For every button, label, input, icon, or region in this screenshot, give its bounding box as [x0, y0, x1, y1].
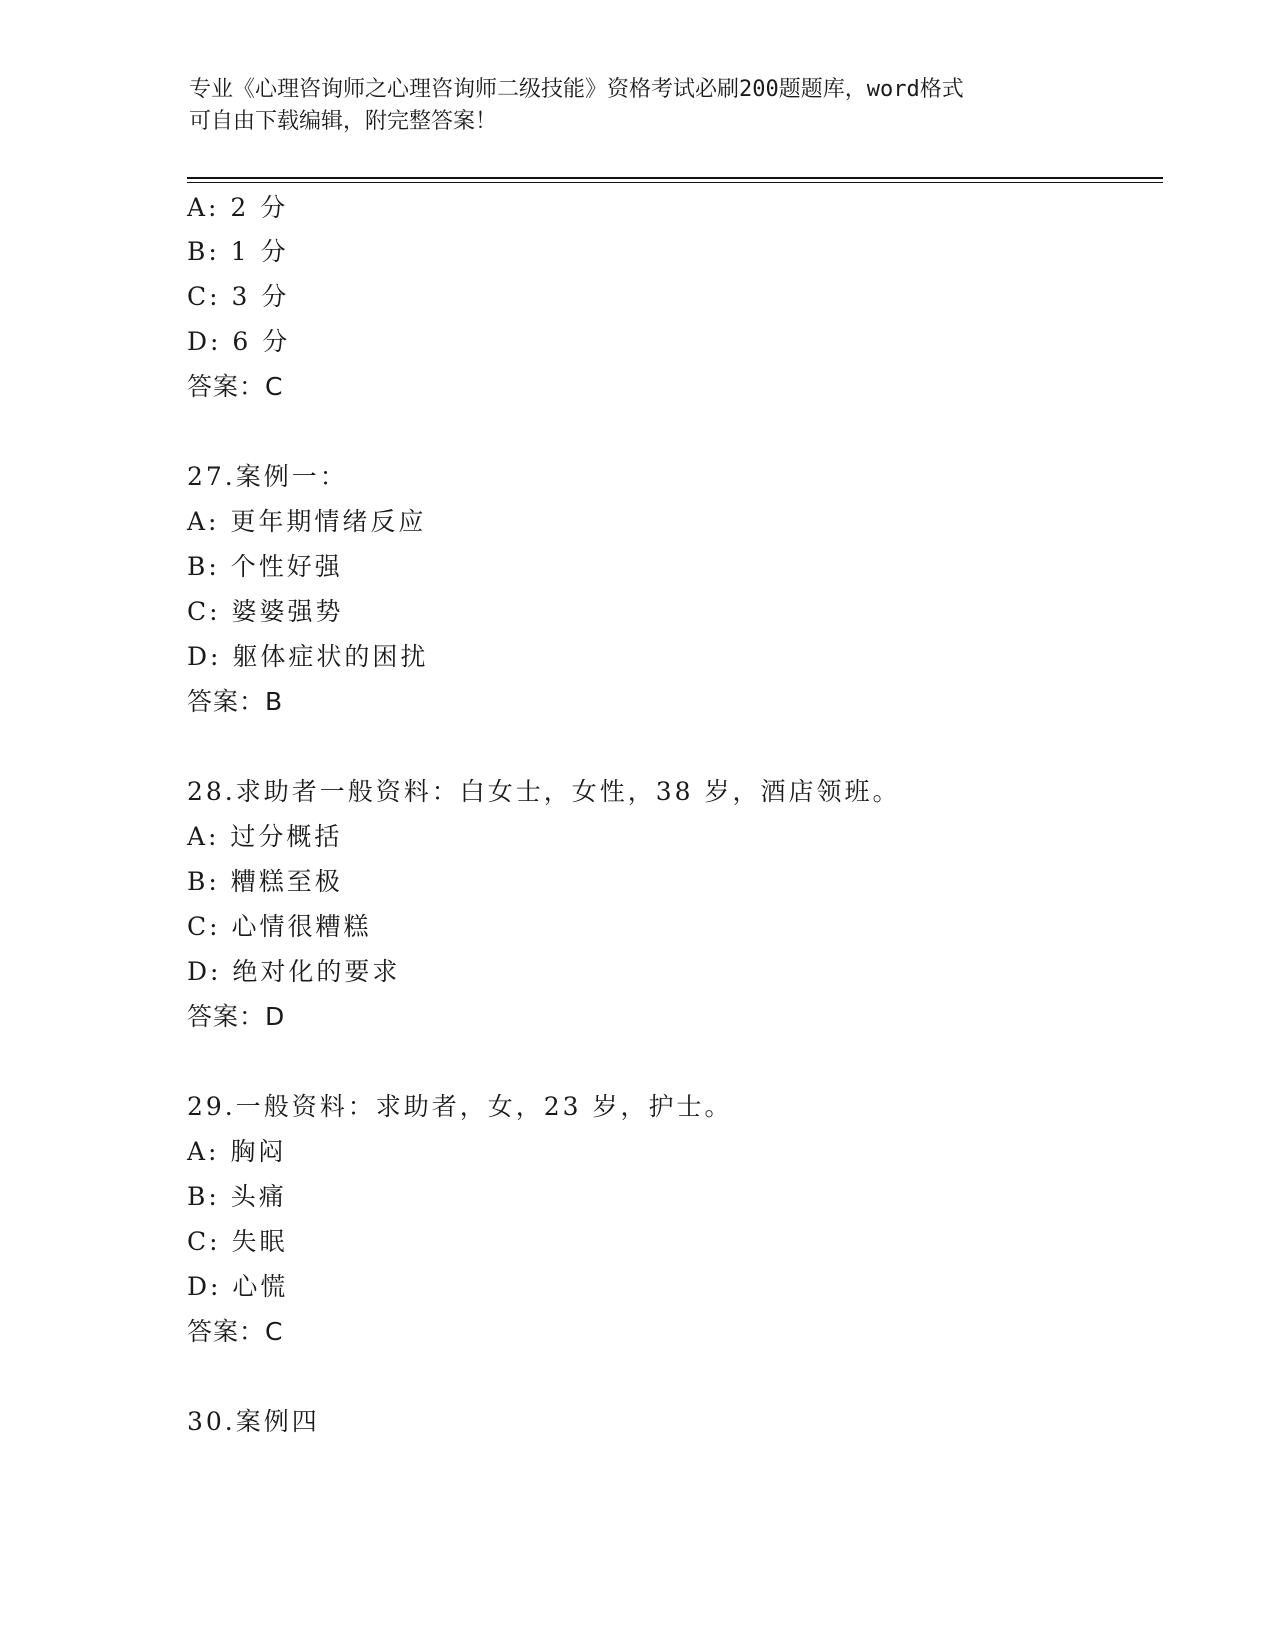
- option-c: C: 3 分: [187, 282, 290, 311]
- header-title-line-2: 可自由下载编辑，附完整答案！: [189, 109, 498, 134]
- header-title-line-1: 专业《心理咨询师之心理咨询师二级技能》资格考试必刷200题题库，word格式: [189, 77, 964, 102]
- option-b: B: 头痛: [187, 1182, 287, 1211]
- option-d: D: 心慌: [187, 1272, 289, 1301]
- question-28: 28.求助者一般资料：白女士，女性，38 岁，酒店领班。: [187, 777, 901, 806]
- option-b: B: 个性好强: [187, 552, 343, 581]
- answer-line: 答案：D: [187, 1002, 286, 1031]
- answer-line: 答案：B: [187, 687, 284, 716]
- option-c: C: 心情很糟糕: [187, 912, 372, 941]
- option-c: C: 失眠: [187, 1227, 288, 1256]
- answer-line: 答案：C: [187, 1317, 284, 1346]
- option-d: D: 6 分: [187, 327, 291, 356]
- question-30: 30.案例四: [187, 1407, 320, 1436]
- header-divider-bottom: [187, 182, 1163, 183]
- option-b: B: 糟糕至极: [187, 867, 343, 896]
- option-d: D: 躯体症状的困扰: [187, 642, 429, 671]
- option-a: A: 2 分: [187, 193, 289, 222]
- header-divider-top: [187, 177, 1163, 179]
- option-a: A: 更年期情绪反应: [187, 507, 427, 536]
- document-header: [189, 74, 1069, 138]
- option-a: A: 过分概括: [187, 822, 343, 851]
- option-c: C: 婆婆强势: [187, 597, 344, 626]
- option-d: D: 绝对化的要求: [187, 957, 401, 986]
- option-a: A: 胸闷: [187, 1137, 287, 1166]
- question-27: 27.案例一：: [187, 462, 348, 491]
- option-b: B: 1 分: [187, 237, 289, 266]
- answer-line: 答案：C: [187, 372, 284, 401]
- question-29: 29.一般资料：求助者，女，23 岁，护士。: [187, 1092, 733, 1121]
